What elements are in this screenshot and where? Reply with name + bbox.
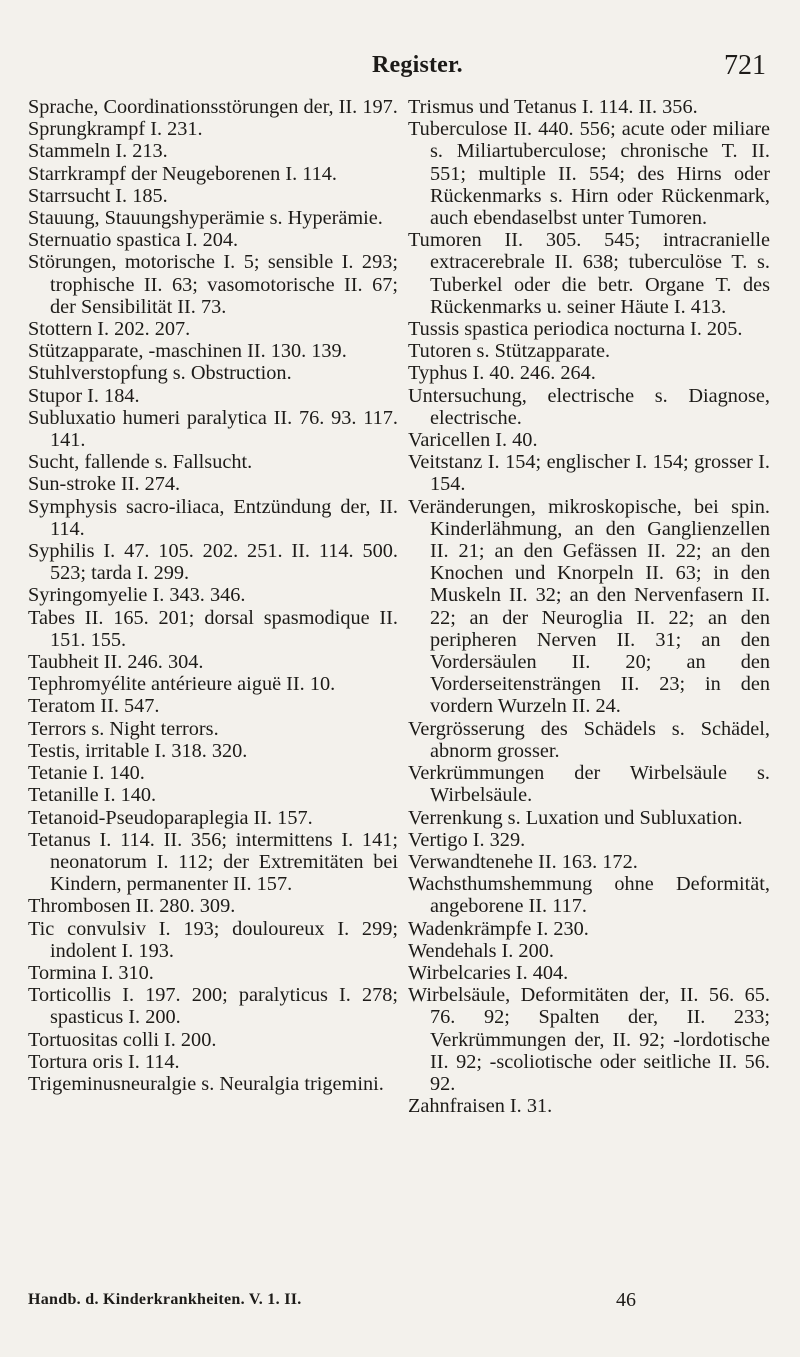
- index-entry: Starrkrampf der Neugeborenen I. 114.: [28, 162, 337, 185]
- index-entry: Wadenkrämpfe I. 230.: [408, 917, 589, 940]
- index-entry: Stauung, Stauungshyperämie s. Hyperämie.: [28, 207, 383, 230]
- page-number: 721: [724, 50, 766, 81]
- index-entry: Wendehals I. 200.: [408, 939, 554, 962]
- index-entry: Syphilis I. 47. 105. 202. 251. II. 114. 500. 523; tarda I. 299.: [28, 540, 398, 585]
- index-entry: Taubheit II. 246. 304.: [28, 651, 204, 674]
- index-entry: Veränderungen, mikroskopische, bei spin. Kinderlähmung, an den Ganglienzellen II. 21; an den Gefässen II. 22; an den Knochen und Knorpeln II. 63; in den Muskeln II. 32; an den Nervenfasern II. 22; an der Neuroglia II. 22; an den peripheren Nerven II. 31; an den Vordersäulen II. 20; an den Vorderseitensträngen II. 23; in den vordern Wurzeln II. 24.: [408, 495, 770, 718]
- index-entry: Verwandtenehe II. 163. 172.: [408, 850, 638, 873]
- index-entry: Stützapparate, -maschinen II. 130. 139.: [28, 340, 347, 363]
- index-entry: Sprache, Coordinationsstörungen der, II. 197.: [28, 96, 398, 118]
- index-entry: Tetanille I. 140.: [28, 784, 157, 807]
- index-entry: Verrenkung s. Luxation und Subluxation.: [408, 806, 743, 829]
- index-entry: Trismus und Tetanus I. 114. II. 356.: [408, 96, 698, 118]
- index-entry: Tetanus I. 114. II. 356; intermittens I. 141; neonatorum I. 112; der Extremitäten bei Kindern, permanenter II. 157.: [28, 828, 398, 896]
- index-entry: Tephromyélite antérieure aiguë II. 10.: [28, 673, 336, 696]
- index-entry: Tortuositas colli I. 200.: [28, 1028, 217, 1051]
- index-entry: Sternuatio spastica I. 204.: [28, 229, 239, 252]
- index-entry: Tussis spastica periodica nocturna I. 205.: [408, 318, 743, 341]
- index-entry: Stottern I. 202. 207.: [28, 318, 191, 341]
- index-entry: Teratom II. 547.: [28, 695, 160, 718]
- index-entry: Trigeminusneuralgie s. Neuralgia trigemini.: [28, 1072, 384, 1095]
- index-entry: Störungen, motorische I. 5; sensible I. 293; trophische II. 63; vasomotorische II. 67; der Sensibilität II. 73.: [28, 251, 398, 318]
- index-entry: Stammeln I. 213.: [28, 140, 168, 163]
- index-entry: Wachsthumshemmung ohne Deformität, angeborene II. 117.: [408, 873, 770, 918]
- index-column-right: [408, 96, 770, 1117]
- index-entry: Vergrösserung des Schädels s. Schädel, abnorm grosser.: [408, 717, 770, 762]
- index-entry: Sun-stroke II. 274.: [28, 473, 181, 496]
- index-entry: Syringomyelie I. 343. 346.: [28, 584, 246, 607]
- index-entry: Vertigo I. 329.: [408, 828, 526, 851]
- index-entry: Tetanoid-Pseudoparaplegia II. 157.: [28, 806, 313, 829]
- index-entry: Tetanie I. 140.: [28, 762, 145, 785]
- index-entry: Tic convulsiv I. 193; douloureux I. 299; indolent I. 193.: [28, 917, 398, 962]
- index-entry: Testis, irritable I. 318. 320.: [28, 739, 248, 762]
- index-entry: Verkrümmungen der Wirbelsäule s. Wirbelsäule.: [408, 762, 770, 807]
- index-entry: Tutoren s. Stützapparate.: [408, 340, 611, 363]
- running-title: Register.: [372, 52, 463, 78]
- index-entry: Varicellen I. 40.: [408, 429, 538, 452]
- index-entry: Sprungkrampf I. 231.: [28, 118, 203, 141]
- index-entry: Wirbelcaries I. 404.: [408, 961, 569, 984]
- index-entry: Veitstanz I. 154; englischer I. 154; grosser I. 154.: [408, 451, 770, 496]
- index-entry: Torticollis I. 197. 200; paralyticus I. 278; spasticus I. 200.: [28, 984, 398, 1029]
- index-entry: Zahnfraisen I. 31.: [408, 1095, 553, 1118]
- index-entry: Tortura oris I. 114.: [28, 1050, 180, 1073]
- index-entry: Tormina I. 310.: [28, 961, 154, 984]
- index-column-left: [28, 96, 398, 1095]
- index-entry: Stupor I. 184.: [28, 384, 140, 407]
- index-entry: Tuberculose II. 440. 556; acute oder miliare s. Miliartuberculose; chronische T. II. 551; multiple II. 554; des Hirns oder Rückenmarks s. Hirn oder Rückenmark, auch ebendaselbst unter Tumoren.: [408, 118, 770, 230]
- index-entry: Symphysis sacro-iliaca, Entzündung der, II. 114.: [28, 495, 398, 540]
- index-entry: Tumoren II. 305. 545; intracranielle extracerebrale II. 638; tuberculöse T. s. Tuberkel oder die betr. Organe T. des Rückenmarks u. seiner Häute I. 413.: [408, 229, 770, 318]
- index-entry: Typhus I. 40. 246. 264.: [408, 362, 596, 385]
- index-entry: Starrsucht I. 185.: [28, 184, 168, 207]
- footer-book-reference: Handb. d. Kinderkrankheiten. V. 1. II.: [28, 1291, 302, 1308]
- index-entry: Tabes II. 165. 201; dorsal spasmodique II. 151. 155.: [28, 606, 398, 651]
- index-entry: Sucht, fallende s. Fallsucht.: [28, 451, 253, 474]
- index-entry: Stuhlverstopfung s. Obstruction.: [28, 362, 292, 385]
- printer-signature: 46: [616, 1289, 636, 1311]
- index-entry: Untersuchung, electrische s. Diagnose, electrische.: [408, 384, 770, 429]
- index-entry: Terrors s. Night terrors.: [28, 717, 219, 740]
- index-entry: Subluxatio humeri paralytica II. 76. 93. 117. 141.: [28, 406, 398, 452]
- index-entry: Thrombosen II. 280. 309.: [28, 895, 236, 918]
- index-entry: Wirbelsäule, Deformitäten der, II. 56. 65. 76. 92; Spalten der, II. 233; Verkrümmungen der, II. 92; -lordotische II. 92; -scoliotische oder seitliche II. 56. 92.: [408, 984, 770, 1095]
- page-header: [0, 50, 800, 90]
